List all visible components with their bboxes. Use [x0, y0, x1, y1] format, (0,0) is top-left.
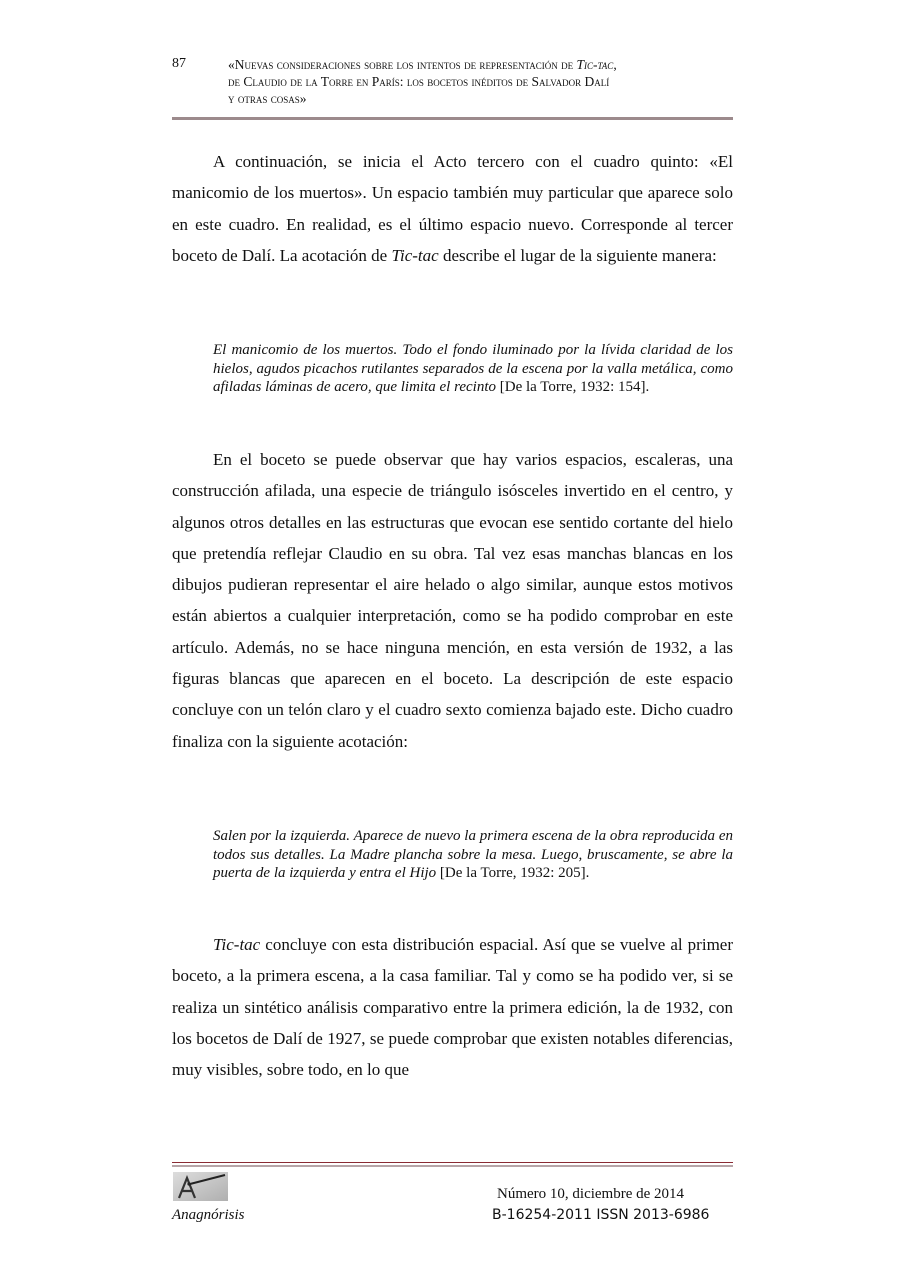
journal-name: Anagnórisis	[172, 1207, 245, 1223]
page-number: 87	[172, 56, 186, 71]
quote-text: Salen por la izquierda. Aparece de nuevo la primera escena de la obra reproducida en todos sus detalles. La Madre plancha sobre la mesa. Luego, bruscamente, se abre la puerta de la izquierda y entra el Hijo	[213, 828, 733, 881]
journal-logo-icon	[173, 1172, 228, 1201]
footer-rule	[172, 1162, 733, 1163]
running-header-line-1: «Nuevas consideraciones sobre los intentos de representación de Tic-tac,	[228, 57, 617, 72]
footer-rule-secondary	[172, 1165, 733, 1167]
italic-title: Tic-tac	[391, 245, 439, 265]
issue-info: Número 10, diciembre de 2014	[497, 1186, 685, 1202]
paragraph-2: En el boceto se puede observar que hay varios espacios, escaleras, una construcción afilada, una especie de triángulo isósceles invertido en el centro, y algunos otros detalles en las estructuras que evocan ese sentido cortante del hielo que pretendía reflejar Claudio en su obra. Tal vez esas manchas blancas en los dibujos pudieran representar el aire helado o algo similar, aunque estos motivos están abiertos a cualquier interpretación, como se ha podido comprobar en este artículo. Además, no se hace ninguna mención, en esta versión de 1932, a las figuras blancas que aparecen en el boceto. La descripción de este espacio concluye con un telón claro y el cuadro sexto comienza bajado este. Dicho cuadro finaliza con la siguiente acotación:	[172, 450, 733, 751]
issn-info: B-16254-2011 ISSN 2013-6986	[492, 1207, 710, 1223]
quote-citation: [De la Torre, 1932: 205].	[436, 865, 590, 881]
running-header	[228, 56, 738, 107]
paragraph-1: A continuación, se inicia el Acto tercero con el cuadro quinto: «El manicomio de los muertos». Un espacio también muy particular que aparece solo en este cuadro. En realidad, es el último espacio nuevo. Corresponde al tercer boceto de Dalí. La acotación de Tic-tac describe el lugar de la siguiente manera:	[172, 152, 733, 265]
quote-text: El manicomio de los muertos. Todo el fondo iluminado por la lívida claridad de los hielos, agudos picachos rutilantes separados de la escena por la valla metálica, como afiladas láminas de acero, que limita el recinto	[213, 342, 733, 395]
header-rule	[172, 117, 733, 120]
italic-title: Tic-tac	[213, 935, 261, 954]
running-header-line-3: y otras cosas»	[228, 91, 307, 106]
block-quote-1	[213, 341, 733, 397]
quote-citation: [De la Torre, 1932: 154].	[496, 379, 650, 395]
running-header-line-2: de Claudio de la Torre en París: los bocetos inéditos de Salvador Dalí	[228, 74, 610, 89]
block-quote-2	[213, 827, 733, 883]
running-header-italic-title: Tic-tac	[576, 57, 614, 72]
paragraph-3: Tic-tac concluye con esta distribución espacial. Así que se vuelve al primer boceto, a la primera escena, a la casa familiar. Tal y como se ha podido ver, si se realiza un sintético análisis comparativo entre la primera edición, la de 1932, con los bocetos de Dalí de 1927, se puede comprobar que existen notables diferencias, muy visibles, sobre todo, en lo que	[172, 935, 733, 1080]
